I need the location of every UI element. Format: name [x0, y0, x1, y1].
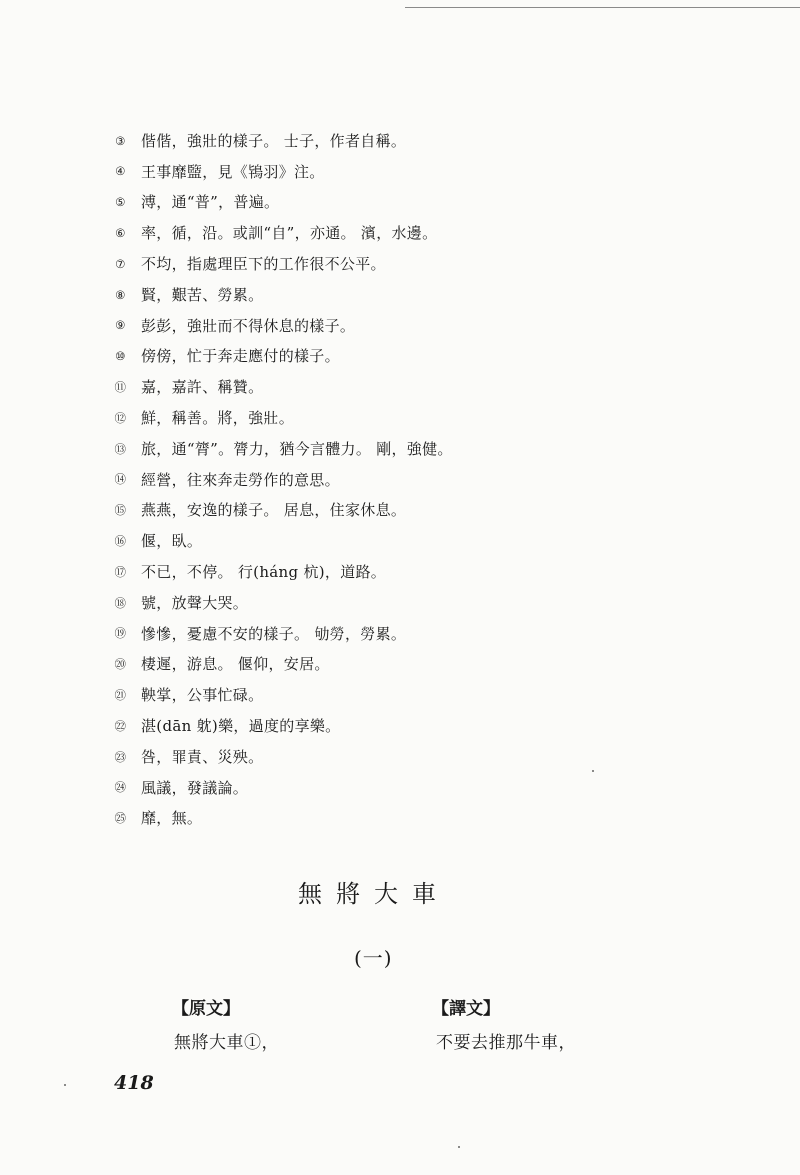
note-number: ㉓ [114, 749, 126, 764]
note-text: 湛(dān 躭)樂，過度的享樂。 [141, 717, 341, 736]
note-number: ⑬ [114, 441, 126, 456]
note-text: 棲遲，游息。 偃仰，安居。 [141, 655, 330, 674]
note-item [108, 372, 668, 403]
note-item [108, 650, 668, 681]
scan-speck [592, 770, 594, 772]
note-text: 不均，指處理臣下的工作很不公平。 [141, 255, 386, 274]
note-item [108, 465, 668, 496]
note-number: ⑫ [114, 410, 126, 425]
note-number: ㉒ [114, 718, 126, 733]
note-text: 王事靡盬，見《鴇羽》注。 [141, 162, 325, 181]
page-number: 418 [114, 1072, 154, 1094]
note-number: ㉕ [114, 811, 126, 826]
note-number: ㉑ [114, 687, 126, 702]
top-rule [405, 7, 800, 8]
note-number: ⑰ [114, 564, 126, 579]
note-item [108, 434, 668, 465]
note-text: 偕偕，強壯的樣子。 士子，作者自稱。 [141, 131, 407, 150]
scan-speck [458, 1146, 460, 1148]
note-item [108, 557, 668, 588]
note-text: 靡，無。 [141, 809, 203, 828]
note-number: ㉔ [114, 780, 126, 795]
note-number: ⑲ [114, 626, 126, 641]
note-item [108, 157, 668, 188]
note-text: 傍傍，忙于奔走應付的樣子。 [141, 347, 340, 366]
note-item [108, 588, 668, 619]
note-number: ⑧ [115, 287, 125, 302]
note-text: 咎，罪責、災殃。 [141, 747, 264, 766]
note-item [108, 526, 668, 557]
notes-list [108, 126, 668, 834]
note-item [108, 280, 668, 311]
note-item [108, 311, 668, 342]
note-number: ④ [115, 164, 125, 179]
note-text: 經營，往來奔走勞作的意思。 [141, 470, 340, 489]
original-text-line: 無將大車①， [174, 1033, 279, 1053]
note-text: 彭彭，強壯而不得休息的樣子。 [141, 316, 356, 335]
note-text: 偃，臥。 [141, 532, 203, 551]
note-text: 嘉，嘉許、稱贊。 [141, 378, 264, 397]
note-item [108, 342, 668, 373]
note-text: 號，放聲大哭。 [141, 593, 249, 612]
note-item [108, 742, 668, 773]
note-text: 鮮，稱善。將，強壯。 [141, 409, 295, 428]
part-label: (一) [354, 946, 393, 970]
note-number: ⑪ [114, 380, 126, 395]
note-item [108, 804, 668, 835]
original-text-heading: 【原文】 [172, 999, 240, 1019]
note-number: ⑨ [115, 318, 125, 333]
note-text: 賢，艱苦、勞累。 [141, 285, 264, 304]
note-number: ⑥ [115, 226, 125, 241]
note-text: 率，循，沿。或訓“自”，亦通。 濱，水邊。 [141, 224, 438, 243]
note-text: 鞅掌，公事忙碌。 [141, 686, 264, 705]
note-item [108, 249, 668, 280]
note-item [108, 218, 668, 249]
note-number: ⑱ [114, 595, 126, 610]
note-number: ⑭ [114, 472, 126, 487]
note-item [108, 711, 668, 742]
note-number: ⑦ [115, 256, 125, 271]
note-item [108, 773, 668, 804]
translation-heading: 【譯文】 [432, 999, 500, 1019]
note-text: 溥，通“普”，普遍。 [141, 193, 280, 212]
scan-speck [64, 1084, 66, 1086]
section-title: 無將大車 [298, 880, 450, 908]
note-item [108, 619, 668, 650]
note-text: 不已，不停。 行(háng 杭)，道路。 [141, 563, 387, 582]
note-number: ⑯ [114, 534, 126, 548]
note-item [108, 126, 668, 157]
note-number: ⑳ [114, 657, 126, 672]
note-number: ③ [115, 133, 125, 148]
translation-line: 不要去推那牛車， [436, 1033, 576, 1053]
note-item [108, 403, 668, 434]
note-text: 慘慘，憂慮不安的樣子。 劬勞，勞累。 [141, 624, 407, 643]
note-item [108, 188, 668, 219]
note-item [108, 496, 668, 527]
note-text: 風議，發議論。 [141, 778, 249, 797]
note-number: ⑩ [115, 349, 125, 364]
note-text: 燕燕，安逸的樣子。 居息，住家休息。 [141, 501, 407, 520]
note-number: ⑤ [115, 195, 125, 210]
note-item [108, 680, 668, 711]
note-text: 旅，通“膂”。膂力，猶今言體力。 剛，強健。 [141, 439, 453, 458]
note-number: ⑮ [114, 503, 126, 518]
